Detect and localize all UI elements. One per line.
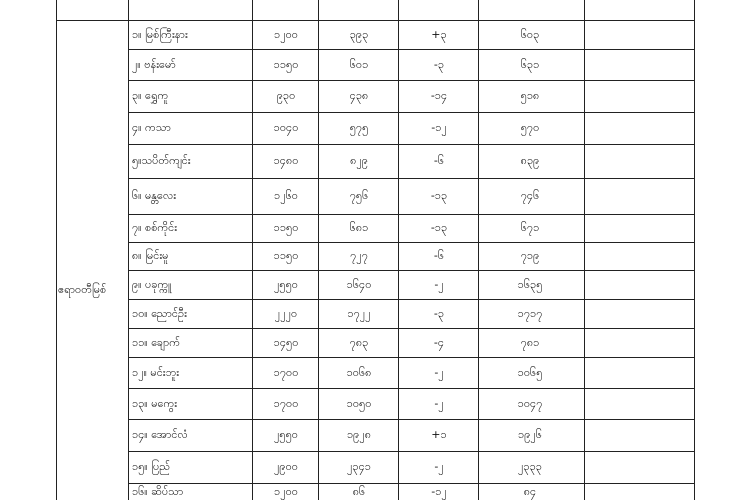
cell-b: ၅၇၅: [349, 121, 369, 134]
cell-c: -၁၃: [430, 189, 448, 202]
cell-d: ၈၄: [523, 485, 537, 498]
cell-b: ၈၆: [352, 485, 366, 498]
cell-d: ၁၆၃၅: [517, 278, 543, 291]
cell-a: ၂၂၂၀: [274, 307, 298, 320]
cell-c: +၁: [431, 428, 447, 441]
cell-c: -၂: [434, 366, 444, 379]
row-rule: [128, 80, 694, 81]
table-divider: [584, 0, 585, 500]
cell-station: ၄။ ကသာ: [132, 121, 171, 134]
cell-station: ၈။ မြင်းမူ: [132, 249, 169, 262]
cell-station: ၇။ စစ်ကိုင်း: [132, 221, 178, 234]
row-rule: [128, 178, 694, 179]
cell-d: ၅၁၈: [520, 89, 540, 102]
cell-station: ၁၀။ ညောင်ဦး: [132, 307, 187, 320]
cell-c: -၃: [433, 307, 445, 320]
cell-b: ၈၂၉: [350, 154, 368, 167]
cell-c: -၂: [434, 460, 444, 473]
cell-c: -၆: [433, 249, 445, 262]
row-rule: [128, 328, 694, 329]
row-rule: [128, 242, 694, 243]
row-rule: [128, 144, 694, 145]
cell-d: ၁၀၆၅: [517, 366, 543, 379]
table-border-right: [694, 0, 695, 500]
cell-station: ၆။ မန္တလေး: [132, 189, 177, 202]
cell-c: -၂: [434, 397, 444, 410]
table-divider: [478, 0, 479, 500]
cell-d: ၁၀၄၇: [517, 397, 543, 410]
cell-c: +၃: [431, 28, 447, 41]
cell-b: ၂၃၄၁: [347, 460, 371, 473]
cell-d: ၅၇၀: [520, 121, 540, 134]
cell-a: ၁၄၅၀: [273, 336, 299, 349]
cell-station: ၉။ ပခုက္ကူ: [132, 278, 172, 291]
cell-station: ၁၂။ မင်းဘူး: [132, 366, 179, 379]
cell-b: ၇၂၇: [350, 249, 368, 262]
cell-a: ၁၂၀၀: [274, 485, 298, 498]
cell-a: ၁၂၆၀: [274, 189, 298, 202]
cell-station: ၁၆။ ဆိပ်သာ: [132, 485, 184, 498]
cell-a: ၁၂၀၀: [274, 28, 298, 41]
cell-d: ၁၉၂၆: [518, 428, 542, 441]
cell-a: ၁၁၅၀: [273, 249, 299, 262]
row-rule: [128, 112, 694, 113]
cell-b: ၄၃၈: [349, 89, 369, 102]
cell-b: ၆၈၁: [349, 221, 369, 234]
cell-a: ၂၅၅၀: [274, 428, 298, 441]
cell-b: ၁၀၅၀: [346, 397, 372, 410]
cell-c: -၆: [433, 154, 445, 167]
cell-d: ၇၁၉: [520, 249, 540, 262]
cell-station: ၁။ မြစ်ကြီးနား: [132, 28, 188, 41]
cell-d: ၆၃၁: [520, 58, 540, 71]
cell-b: ၁၆၄၀: [346, 278, 372, 291]
cell-c: -၁၄: [430, 89, 448, 102]
cell-station: ၃။ ရွှေကူ: [132, 89, 169, 102]
table-border-left: [56, 0, 57, 500]
cell-c: -၁၂: [431, 121, 447, 134]
cell-a: ၁၇၀၀: [273, 397, 299, 410]
group-label: ဧရာဝတီမြစ်: [58, 283, 107, 296]
cell-station: ၂။ ဗန်းမော်: [132, 58, 176, 71]
row-rule: [128, 299, 694, 300]
cell-b: ၇၈၃: [349, 336, 369, 349]
cell-station: ၁၁။ ချောက်: [132, 336, 180, 349]
cell-d: ၇၄၆: [520, 189, 540, 202]
row-rule: [128, 357, 694, 358]
row-rule: [128, 49, 694, 50]
cell-b: ၁၇၂၂: [347, 307, 371, 320]
row-rule: [128, 451, 694, 452]
row-rule: [128, 388, 694, 389]
row-rule: [128, 483, 694, 484]
table-divider: [318, 0, 319, 500]
cell-a: ၉၃၀: [276, 89, 296, 102]
cell-b: ၆၀၁: [349, 58, 369, 71]
cell-b: ၃၉၃: [349, 28, 369, 41]
cell-d: ၆၇၁: [520, 221, 540, 234]
cell-station: ၁၅။ ပြည်: [132, 460, 170, 473]
cell-b: ၁၀၆၈: [346, 366, 372, 379]
cell-station: ၅။သပိတ်ကျင်း: [132, 154, 191, 167]
table-divider: [252, 0, 253, 500]
cell-b: ၇၅၆: [349, 189, 369, 202]
cell-b: ၁၉၂၈: [346, 428, 372, 441]
cell-c: -၁၃: [430, 221, 448, 234]
table-divider: [128, 0, 129, 500]
cell-c: -၂: [434, 278, 444, 291]
cell-d: ၂၃၃၃: [518, 460, 542, 473]
row-rule: [128, 270, 694, 271]
cell-a: ၁၁၅၀: [273, 58, 299, 71]
cell-c: -၃: [433, 58, 445, 71]
cell-a: ၁၄၈၀: [273, 154, 299, 167]
cell-station: ၁၃။ မကွေး: [132, 397, 178, 410]
table-divider: [398, 0, 399, 500]
cell-a: ၁၁၅၀: [273, 221, 299, 234]
cell-d: ၇၈၁: [520, 336, 540, 349]
cell-c: -၁၂: [431, 485, 447, 498]
cell-c: -၄: [433, 336, 445, 349]
cell-a: ၁၀၄၀: [273, 121, 299, 134]
cell-a: ၁၇၀၀: [273, 366, 299, 379]
cell-a: ၂၅၅၀: [274, 278, 298, 291]
cell-d: ၈၃၉: [520, 154, 540, 167]
cell-station: ၁၄။ အောင်လံ: [132, 428, 188, 441]
cell-d: ၁၇၁၇: [517, 307, 543, 320]
row-rule: [128, 214, 694, 215]
cell-d: ၆၀၃: [520, 28, 540, 41]
cell-a: ၂၉၀၀: [274, 460, 298, 473]
row-rule: [128, 419, 694, 420]
header-rule: [56, 20, 694, 21]
